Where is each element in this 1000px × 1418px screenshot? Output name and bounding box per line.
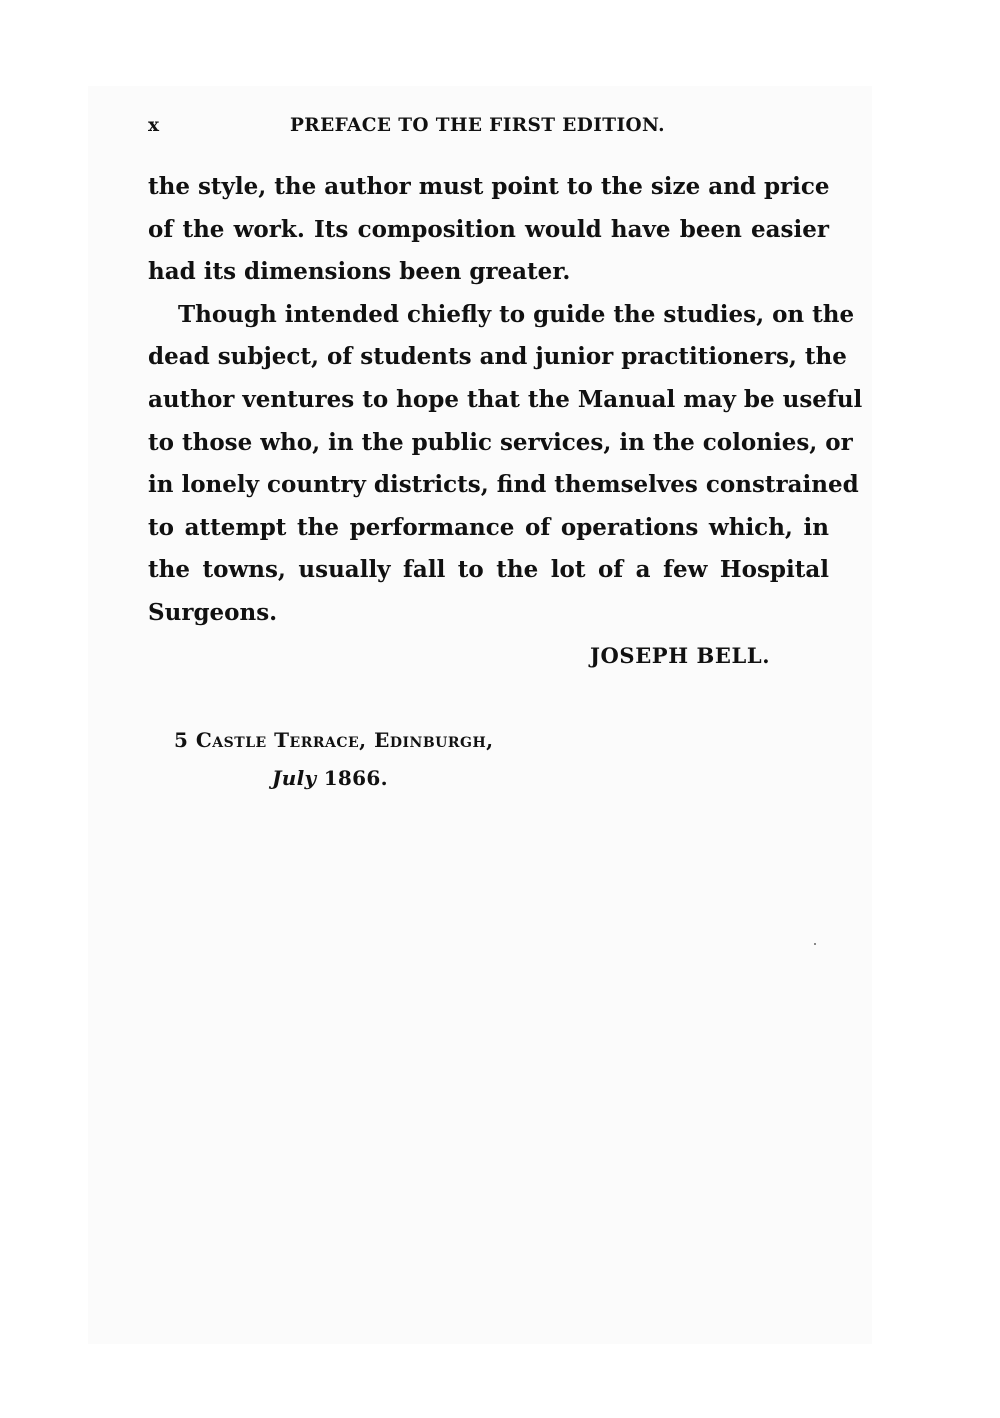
running-title: PREFACE TO THE FIRST EDITION. [290,115,665,136]
date-month: July [272,766,317,790]
text-line: of the work. Its composition would have been easier [148,215,829,243]
date-line [272,766,388,790]
text-line: had its dimensions been greater. [148,258,571,286]
text-line: author ventures to hope that the Manual may be useful [148,385,863,413]
text-line: to attempt the performance of operations which, in [148,513,829,541]
page-number: x [148,115,160,136]
text-line: Surgeons. [148,598,278,626]
paragraph-2 [148,294,863,635]
text-line: Though intended chiefly to guide the studies, on the [178,300,855,328]
text-line: the towns, usually fall to the lot of a few Hospital [148,556,829,584]
paper-speck [814,943,816,945]
date-year: 1866. [323,766,388,790]
text-line: to those who, in the public services, in the colonies, or [148,428,853,456]
author-signature: JOSEPH BELL. [590,643,771,668]
text-line: the style, the author must point to the size and price [148,173,830,200]
text-line: dead subject, of students and junior practitioners, the [148,343,847,371]
paragraph-1 [148,166,829,294]
text-line: in lonely country districts, find themselves constrained [148,471,859,499]
address-line: 5 Castle Terrace, Edinburgh, [174,728,494,752]
body-text [148,166,863,635]
running-head [148,113,832,143]
